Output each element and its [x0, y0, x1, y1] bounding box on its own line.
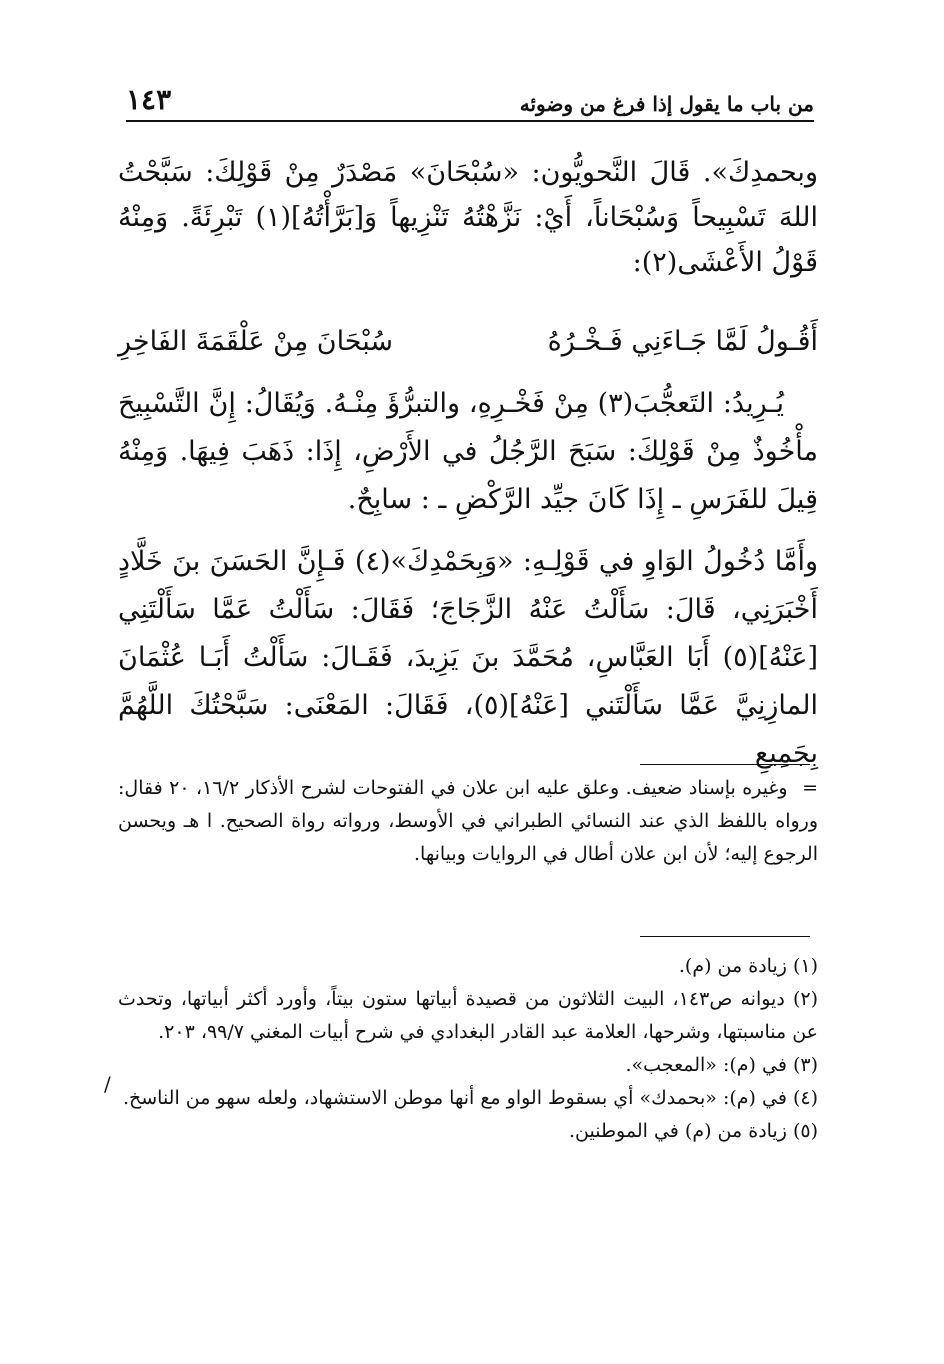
main-paragraph-2: [118, 380, 818, 524]
footnote-text: وغيره بإسناد ضعيف. وعلق عليه ابن علان في الفتوحات لشرح الأذكار ١٦/٢، ٢٠ فقال: ورواه باللفظ الذي عند النسائي الطبراني في الأوسط، ورواته رواة الصحيح. ا هـ ويحسن الرجوع إليه؛ لأن ابن علان أطال في الروايات وبيانها.: [118, 777, 818, 865]
running-title: من باب ما يقول إذا فرغ من وضوئه: [519, 92, 814, 116]
main-paragraph-3: [118, 538, 818, 778]
footnote-separator-2: [640, 936, 810, 937]
footnote-5: (٥) زيادة من (م) في الموطنين.: [568, 1120, 818, 1142]
footnote-continuation: [118, 772, 818, 871]
verse-second-hemistich: سُبْحَانَ مِنْ عَلْقَمَةَ الفَاخِرِ: [118, 326, 394, 357]
footnote-2: (٢) ديوانه ص١٤٣، البيت الثلاثون من قصيدة أبياتها ستون بيتاً، وأورد أكثر أبياتها، وتحدث عن مناسبتها، وشرحها، العلامة عبد القادر البغدادي في شرح أبيات المغني ٩٩/٧، ٢٠٣.: [118, 988, 819, 1043]
footnote-4: (٤) في (م): «بحمدك» أي بسقوط الواو مع أنها موطن الاستشهاد، ولعله سهو من الناسخ.: [122, 1087, 818, 1109]
main-paragraph-1: [118, 150, 818, 299]
paragraph-text: وأَمَّا دُخُولُ الوَاوِ في قَوْلِـهِ: «وَبِحَمْدِكَ»(٤) فَـإِنَّ الحَسَنَ بنَ خَلَّادٍ أَخْبَرَنِي، قَالَ: سَأَلْتُ عَنْهُ الزَّجَاجَ؛ فَقَالَ: سَأَلْتُ عَمَّا سَأَلْتَنِي [عَنْهُ](٥) أَبَا العَبَّاسِ، مُحَمَّدَ بنَ يَزِيدَ، فَقَـالَ: سَأَلْتُ أَبَـا عُثْمَانَ المازِنِيَّ عَمَّا سَأَلْتَني [عَنْهُ](٥)، فَقَالَ: المَعْنَى: سَبَّحْتُكَ اللَّهُمَّ بِجَمِيعِ: [118, 546, 818, 769]
footnote-separator-1: [640, 764, 810, 765]
footnote-1: (١) زيادة من (م).: [678, 955, 818, 977]
poetry-verse: [118, 322, 818, 362]
page-number: ١٤٣: [126, 83, 172, 116]
page-header: [126, 82, 814, 122]
footnote-3: (٣) في (م): «المعجب».: [625, 1054, 818, 1076]
continuation-mark: =: [802, 777, 818, 799]
verse-first-hemistich: أَقُـولُ لَمَّا جَـاءَنِي فَـخْـرُهُ: [547, 326, 818, 357]
footnotes-list: [118, 950, 818, 1148]
paragraph-text: يُـرِيدُ: التَعجُّبَ(٣) مِنْ فَخْـرِهِ، والتبرُّؤَ مِنْـهُ. وَيُقَالُ: إِنَّ التَّسْبِيحَ مأْخُوذٌ مِنْ قَوْلِكَ: سَبَحَ الرَّجُلُ في الأَرْضِ، إِذَا: ذَهَبَ فِيهَا. وَمِنْهُ قِيلَ للفَرَسِ ـ إِذَا كَانَ جيِّد الرَّكْضِ ـ : سابِحٌ.: [118, 388, 818, 515]
paragraph-text: وبحمدِكَ». قَالَ النَّحويُّون: «سُبْحَانَ» مَصْدَرٌ مِنْ قَوْلِكَ: سَبَّحْتُ اللهَ تَسْبِيحاً وَسُبْحَاناً، أَيْ: نَزَّهْتُهُ تَنْزِيهاً وَ[بَرَّأْتُهُ](١) تَبْرِئَةً. وَمِنْهُ قَوْلُ الأَعْشَى(٢):: [118, 157, 818, 278]
margin-mark: /: [104, 1072, 111, 1096]
